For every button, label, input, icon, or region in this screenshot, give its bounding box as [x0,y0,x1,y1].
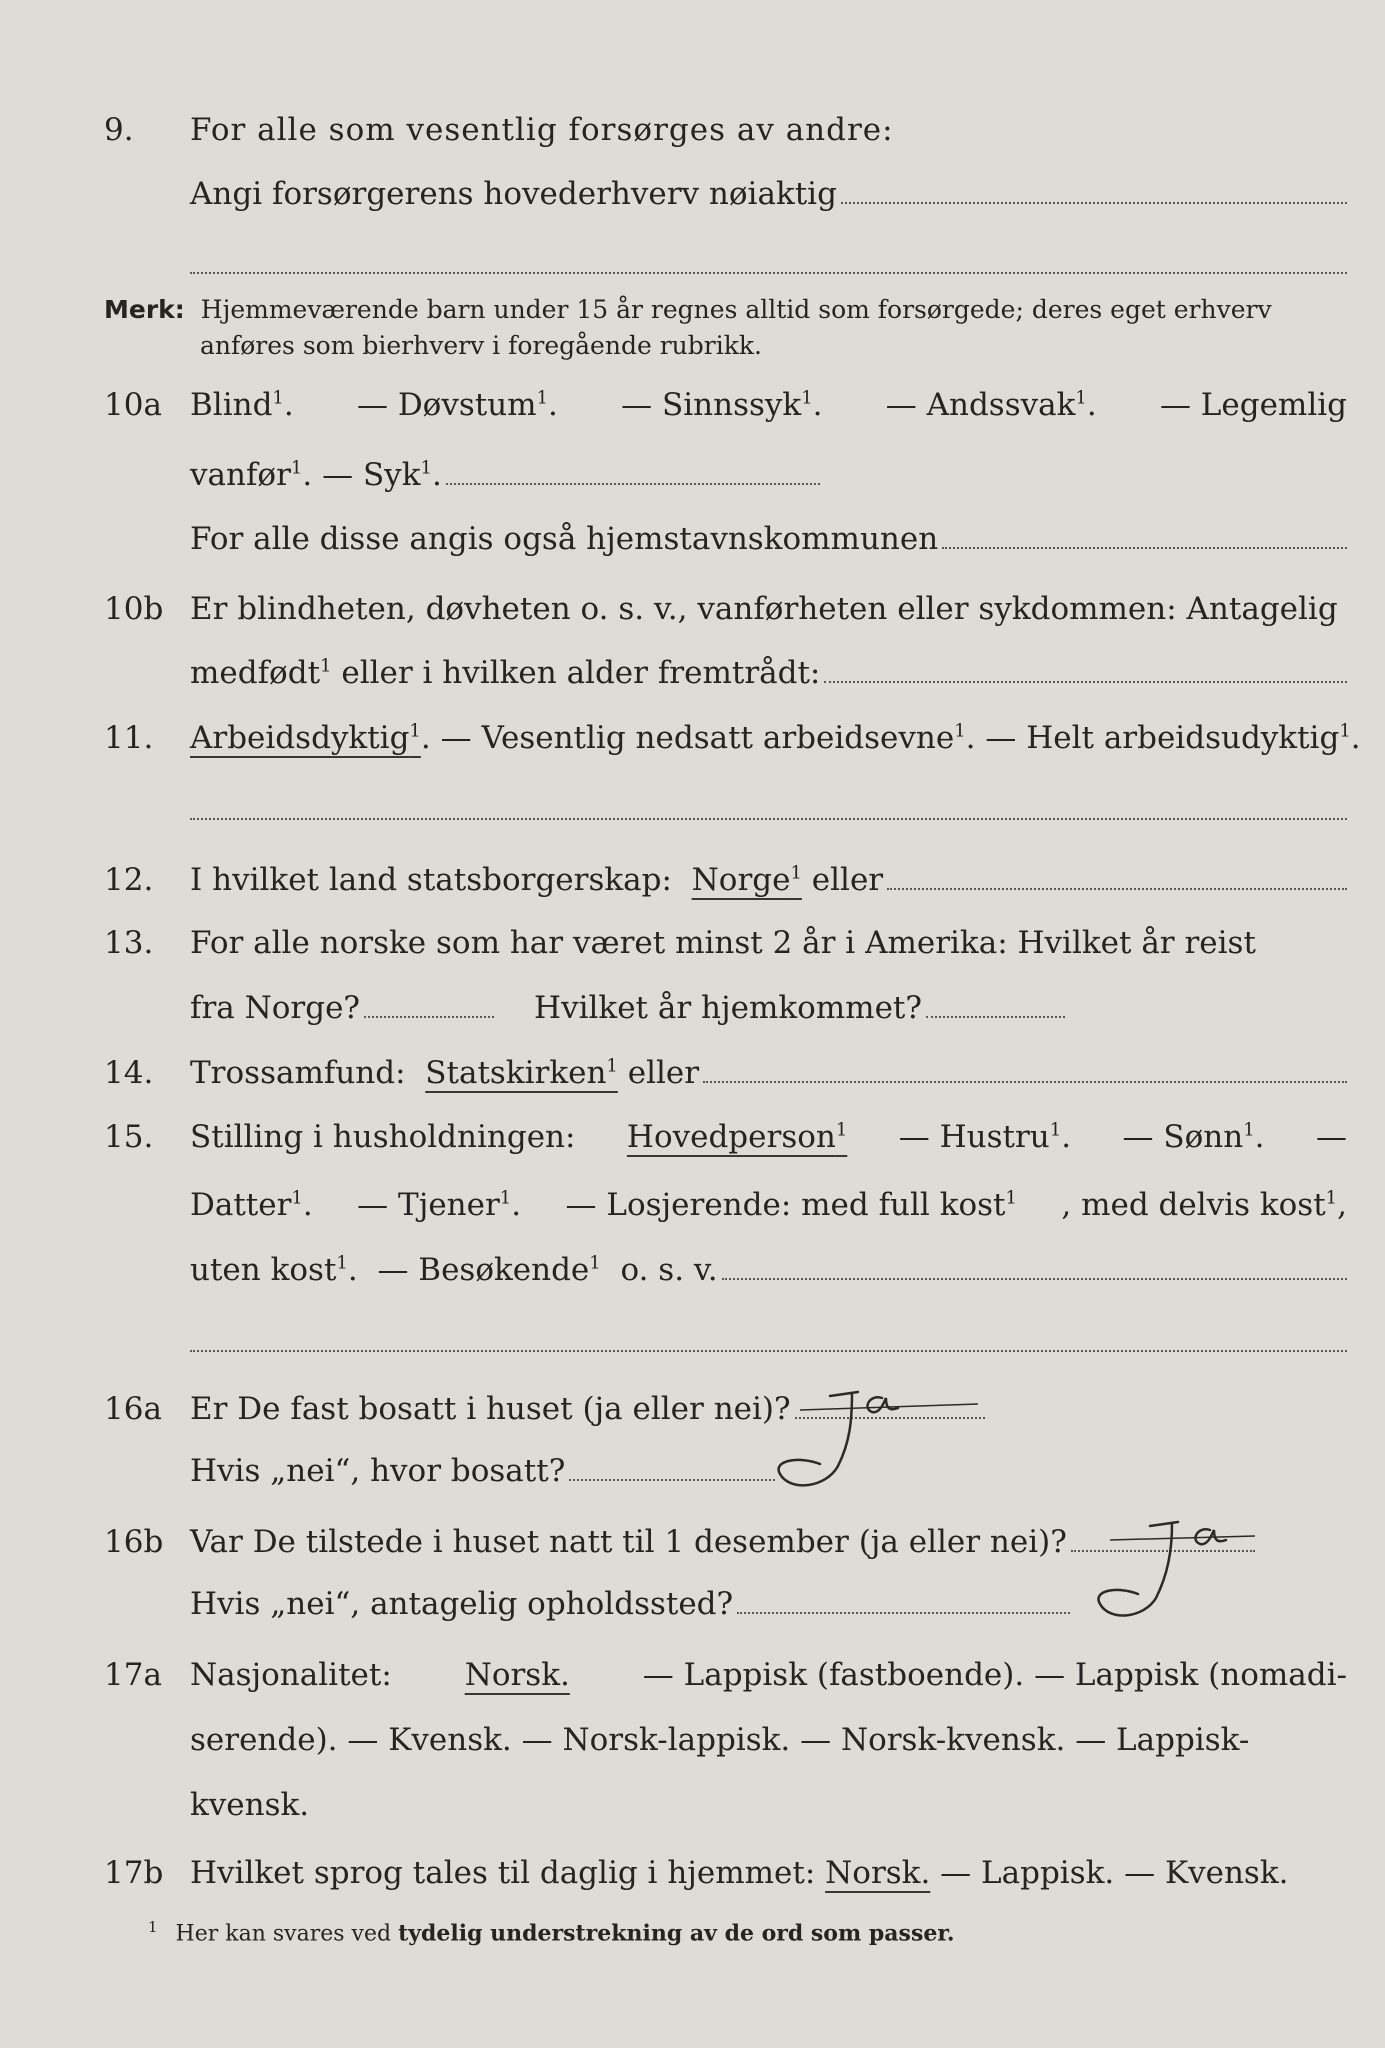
q11-number: 11. [104,720,154,756]
q11-nedsatt[interactable]: — Vesentlig nedsatt arbeidsevne$^1$. [440,720,976,756]
q10b-line-1: Er blindheten, døvheten o. s. v., vanførheten eller sykdommen: Antagelig [190,591,1338,627]
q13-number: 13. [104,925,154,961]
q16b-number: 16b [104,1524,164,1560]
q15-label: Stilling i husholdningen: [190,1119,576,1155]
q16a-bosatt-field[interactable] [569,1473,775,1481]
q13-row-1 [0,923,1385,963]
q9-number: 9. [104,112,134,148]
q16b-row-2 [0,1584,1385,1624]
q12-line [190,860,1347,900]
merk-line-1: Hjemmeværende barn under 15 år regnes alltid som forsørgede; deres eget erhverv [200,295,1272,324]
q17a-row-1 [0,1655,1385,1695]
q10a-row-1 [0,385,1385,425]
q15-row-2 [0,1185,1385,1225]
q15-stilling-field[interactable] [722,1272,1347,1280]
q10a-blind[interactable]: Blind$^1$. [190,387,294,423]
q10a-line-2 [190,455,820,495]
q10b-line-2 [190,653,1347,693]
q13-reist-label: fra Norge? [190,990,361,1026]
q10a-line-3-text: For alle disse angis også hjemstavnskommunen [190,521,939,557]
q10a-line-1 [190,385,1347,425]
q12-norge[interactable]: Norge$^1$ [691,862,802,898]
q16b-opholdssted-field[interactable] [737,1606,1070,1614]
q14-eller: eller [627,1055,700,1091]
q15-line-2 [190,1185,1347,1225]
q15-row-1 [0,1117,1385,1157]
q10a-sinnssyk[interactable]: — Sinnssyk$^1$. [621,387,823,423]
q10a-vanfor[interactable]: vanfør$^1$. [190,457,313,493]
q15-dash: — [1315,1119,1347,1155]
q9-line-1: For alle som vesentlig forsørges av andre: [190,112,894,148]
q10a-andssvak[interactable]: — Andssvak$^1$. [885,387,1097,423]
q14-number: 14. [104,1055,154,1091]
q16a-row-1 [0,1389,1385,1429]
merk-note-1 [104,293,1272,327]
q11-arbeidsdyktig[interactable]: Arbeidsdyktig$^1$ [190,720,421,756]
q16a-row-2 [0,1451,1385,1491]
q10b-row-2 [0,653,1385,693]
q17a-options-2[interactable]: serende). — Kvensk. — Norsk-lappisk. — Norsk-kvensk. — Lappisk- [190,1722,1250,1758]
q12-eller: eller [811,862,884,898]
q14-statskirken[interactable]: Statskirken$^1$ [425,1055,618,1091]
q15-number: 15. [104,1119,154,1155]
footnote [148,1918,955,1946]
q10a-number: 10a [104,387,162,423]
q17a-options-1[interactable]: — Lappisk (fastboende). — Lappisk (nomadi- [642,1657,1347,1693]
q14-line [190,1053,1347,1093]
q14-row [0,1053,1385,1093]
q12-country-field[interactable] [887,882,1347,890]
q13-line-2 [190,988,1065,1028]
footnote-text-1: Her kan svares ved [175,1921,392,1947]
q12-number: 12. [104,862,154,898]
q17a-norsk[interactable]: Norsk. [464,1657,570,1693]
q15-full-kost[interactable]: — Losjerende: med full kost$^1$ [565,1187,1017,1223]
footnote-mark: 1 [148,1918,158,1936]
q16a-line-2 [190,1451,775,1491]
q14-trossamfund-field[interactable] [703,1075,1347,1083]
merk-label: Merk: [104,295,185,324]
q15-tjener[interactable]: — Tjener$^1$. [357,1187,522,1223]
q9-line-2 [190,174,1347,214]
q16a-question: Er De fast bosatt i huset (ja eller nei)? [190,1391,791,1427]
q17b-norsk[interactable]: Norsk. [825,1855,931,1891]
q9-row-2 [0,174,1385,214]
q10a-legemlig[interactable]: — Legemlig [1159,387,1347,423]
q17a-options-3[interactable]: kvensk. [190,1787,310,1823]
q15-sonn[interactable]: — Sønn$^1$. [1122,1119,1265,1155]
q15-datter[interactable]: Datter$^1$. [190,1187,313,1223]
q15-hovedperson[interactable]: Hovedperson$^1$ [626,1119,848,1155]
q10b-line-2-text: eller i hvilken alder fremtrådt: [341,655,821,691]
q12-text: I hvilket land statsborgerskap: [190,862,672,898]
q10b-number: 10b [104,591,164,627]
q16a-followup: Hvis „nei“, hvor bosatt? [190,1453,566,1489]
q13-hjemkommet-field[interactable] [926,1010,1065,1018]
q10b-medfodt[interactable]: medfødt$^1$ [190,655,332,691]
q17a-number: 17a [104,1657,162,1693]
q15-hustru[interactable]: — Hustru$^1$. [898,1119,1072,1155]
q15-row-3 [0,1250,1385,1290]
q15-answer-line[interactable] [190,1350,1347,1352]
q13-row-2 [0,988,1385,1028]
q16b-line-2 [190,1584,1070,1624]
q10a-syk[interactable]: — Syk$^1$. [322,457,442,493]
q9-answer-line-2[interactable] [190,272,1347,274]
q17b-row [0,1853,1385,1893]
q17a-label: Nasjonalitet: [190,1657,392,1693]
q15-uten-kost[interactable]: uten kost$^1$. [190,1252,358,1288]
q17b-question: Hvilket sprog tales til daglig i hjemmet: [190,1855,816,1891]
q10b-alder-field[interactable] [824,675,1347,683]
q14-text: Trossamfund: [190,1055,406,1091]
q15-delvis-kost[interactable]: , med delvis kost$^1$, [1061,1187,1347,1223]
q10a-line-3 [190,519,1347,559]
q16b-question: Var De tilstede i huset natt til 1 desember (ja eller nei)? [190,1524,1067,1560]
q15-osv: o. s. v. [620,1252,718,1288]
q17a-row-3 [0,1785,1385,1825]
q15-besokende[interactable]: — Besøkende$^1$ [377,1252,601,1288]
q11-line: Arbeidsdyktig$^1$. — Vesentlig nedsatt arbeidsevne$^1$. — Helt arbeidsudyktig$^1$. [190,720,1361,756]
q9-line-2-text: Angi forsørgerens hovederhverv nøiaktig [190,176,837,212]
q13-hjemkommet-label: Hvilket år hjemkommet? [534,990,923,1026]
q16a-number: 16a [104,1391,162,1427]
q16b-followup: Hvis „nei“, antagelig opholdssted? [190,1586,734,1622]
q9-answer-field[interactable] [841,196,1347,204]
q10a-syk-field[interactable] [446,477,820,485]
q11-udyktig[interactable]: — Helt arbeidsudyktig$^1$. [985,720,1361,756]
q11-row [0,718,1385,758]
q17b-line [190,1853,1288,1893]
q13-line-1: For alle norske som har været minst 2 år i Amerika: Hvilket år reist [190,925,1256,961]
q11-answer-line[interactable] [190,818,1347,820]
q17a-row-2 [0,1720,1385,1760]
q15-line-1 [190,1117,1347,1157]
q13-reist-field[interactable] [364,1010,494,1018]
q17b-number: 17b [104,1855,164,1891]
q17a-line-1 [190,1655,1347,1695]
q10a-row-3 [0,519,1385,559]
merk-note-2: anføres som bierhverv i foregående rubrikk. [200,331,762,360]
q10a-dovstum[interactable]: — Døvstum$^1$. [356,387,558,423]
q10b-row-1 [0,589,1385,629]
q9-row-1 [0,110,1385,150]
q12-row [0,860,1385,900]
footnote-text-2: tydelig understrekning av de ord som passer. [398,1920,955,1947]
q10a-row-2 [0,455,1385,495]
q15-line-3 [190,1250,1347,1290]
q17b-other-options[interactable]: — Lappisk. — Kvensk. [940,1855,1289,1891]
q10a-hjemstavn-field[interactable] [942,541,1347,549]
